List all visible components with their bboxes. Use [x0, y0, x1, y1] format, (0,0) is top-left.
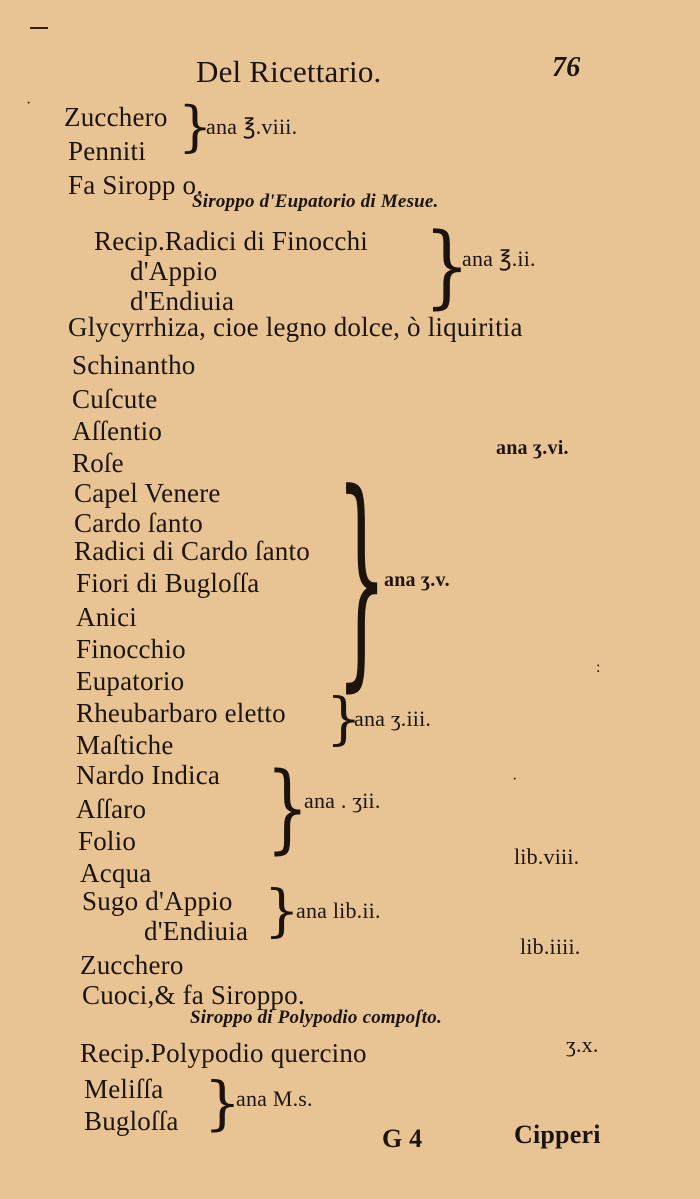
ingredient-line: Cardo ſanto	[74, 508, 203, 538]
ink-speck: :	[596, 659, 601, 676]
dose-ana: ana ʒ.v.	[384, 569, 450, 591]
ingredient-line: d'Endiuia	[144, 916, 249, 946]
ingredient-line: Meliſſa	[84, 1074, 164, 1104]
ingredient-line: Eupatorio	[76, 666, 185, 696]
margin-rule	[30, 27, 48, 29]
ingredient-zucchero: Zucchero	[64, 102, 168, 132]
ingredient-line: Roſe	[72, 448, 124, 478]
ingredient-line: Nardo Indica	[76, 760, 221, 790]
recipe-line: Recip.Polypodio quercino	[80, 1038, 367, 1068]
ingredient-line: d'Appio	[130, 256, 218, 286]
ingredient-line: Fiori di Bugloſſa	[76, 568, 260, 598]
brace-icon: }	[264, 879, 300, 944]
dose-ana: ana . ʒii.	[304, 788, 381, 813]
ingredient-line: d'Endiuia	[130, 286, 235, 316]
ingredient-line: Folio	[78, 826, 137, 856]
brace-icon: }	[266, 752, 309, 864]
ingredient-line: Anici	[76, 602, 137, 632]
ingredient-line: Schinantho	[72, 350, 196, 380]
ingredient-line: Maſtiche	[76, 730, 174, 760]
ingredient-line: Radici di Cardo ſanto	[74, 536, 310, 566]
ingredient-penniti: Penniti	[68, 136, 146, 166]
ink-speck: ·	[26, 95, 32, 112]
dose-amount: lib.iiii.	[520, 934, 581, 959]
page-number: 76	[552, 52, 581, 83]
catchword: Cipperi	[514, 1120, 601, 1149]
brace-icon: }	[204, 1069, 241, 1137]
instruction-line: Fa Siropp o.	[68, 170, 204, 200]
dose-amount: ʒ.x.	[566, 1032, 599, 1057]
dose-ana: ana M.s.	[236, 1086, 313, 1111]
ingredient-line: Acqua	[80, 858, 152, 888]
dose-ana: ana ℥.viii.	[206, 114, 298, 139]
running-header: Del Ricettario.	[196, 54, 382, 89]
brace-icon: }	[336, 445, 388, 712]
recipe-heading: Siroppo di Polypodio compoſto.	[190, 1007, 442, 1028]
dose-ana: ana ℥.ii.	[462, 246, 536, 271]
ingredient-line: Capel Venere	[74, 478, 221, 508]
ingredient-line: Finocchio	[76, 634, 186, 664]
dose-ana: ana lib.ii.	[296, 898, 381, 923]
recipe-line: Recip.Radici di Finocchi	[94, 226, 368, 256]
ingredient-line: Zucchero	[80, 950, 184, 980]
ink-speck: ·	[512, 771, 518, 788]
brace-icon: }	[424, 214, 470, 319]
instruction-line: Cuoci,& fa Siroppo.	[82, 980, 305, 1010]
signature-mark: G 4	[382, 1124, 423, 1153]
brace-icon: }	[178, 95, 213, 158]
brace-icon: }	[326, 687, 362, 752]
dose-amount: lib.viii.	[514, 844, 580, 869]
ingredient-line: Cuſcute	[72, 384, 158, 414]
dose-ana: ana ʒ.vi.	[496, 437, 569, 459]
ingredient-line: Aſſentio	[72, 416, 163, 446]
ingredient-line: Sugo d'Appio	[82, 886, 233, 916]
ingredient-line: Rheubarbaro eletto	[76, 698, 286, 728]
recipe-heading: Siroppo d'Eupatorio di Mesue.	[192, 191, 439, 212]
ingredient-line: Glycyrrhiza, cioe legno dolce, ò liquiritia	[68, 312, 523, 342]
ingredient-line: Aſſaro	[76, 794, 147, 824]
dose-ana: ana ʒ.iii.	[354, 706, 432, 731]
ingredient-line: Bugloſſa	[84, 1106, 179, 1136]
